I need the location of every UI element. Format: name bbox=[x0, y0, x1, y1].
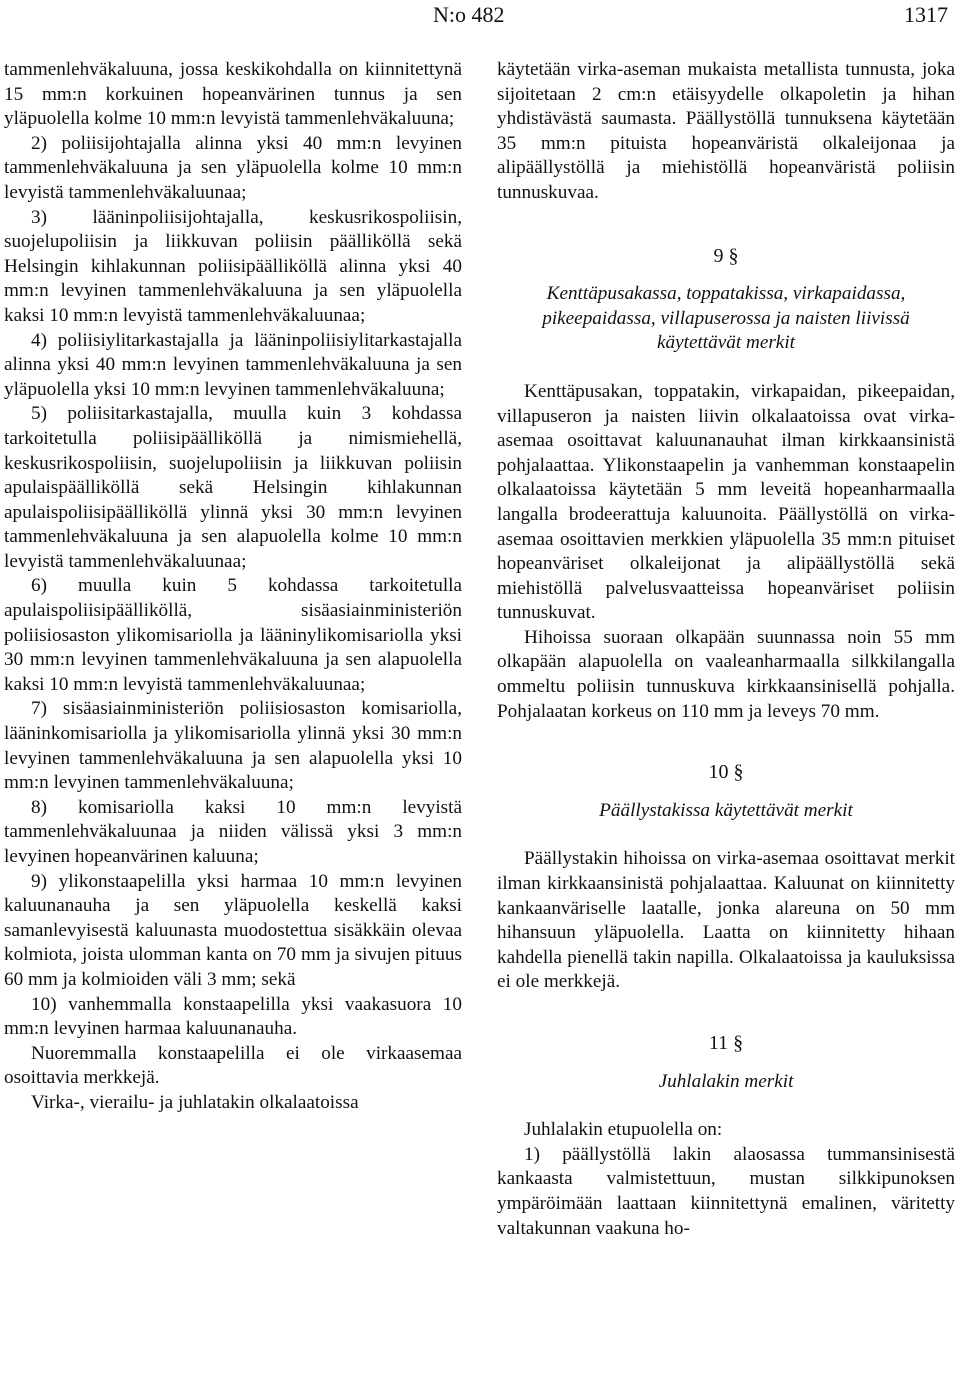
section-heading: 10 § bbox=[708, 761, 744, 784]
list-item: 9) ylikonstaapelilla yksi harmaa 10 mm:n levyinen kaluunanauha ja sen yläpuolella keskellä kaksi samanlevyisestä kaluunasta muodostettua sisäkkäin olevaa kolmiota, joista ulomman kanta on 70 mm ja sivujen pituus 60 mm ja kolmioiden väli 3 mm; sekä bbox=[4, 870, 462, 990]
section-title: Päällystakissa käytettävät merkit bbox=[599, 799, 853, 821]
list-item: 10) vanhemmalla konstaapelilla yksi vaakasuora 10 mm:n levyinen harmaa kaluunanauha. bbox=[4, 993, 462, 1040]
section-heading: 11 § bbox=[708, 1032, 744, 1054]
list-item: 3) lääninpoliisijohtajalla, keskusrikospoliisin, suojelupoliisin ja liikkuvan poliisin päälliköllä sekä Helsingin kihlakunnan poliisipäälliköllä alinna yksi 40 mm:n levyinen tammenlehväkaluuna ja sen yläpuolella kaksi 10 mm:n levyistä tammenlehväkaluunaa; bbox=[4, 206, 462, 326]
list-item: 2) poliisijohtajalla alinna yksi 40 mm:n levyinen tammenlehväkaluuna ja sen yläpuolella kolme 10 mm:n levyistä tammenlehväkaluunaa; bbox=[4, 132, 462, 203]
page-header bbox=[0, 2, 960, 30]
list-item: 8) komisariolla kaksi 10 mm:n levyistä tammenlehväkaluunaa ja niiden välissä yksi 3 mm:n levyinen hopeanvärinen kaluuna; bbox=[4, 796, 462, 867]
list-item: 4) poliisiylitarkastajalla ja lääninpoliisiylitarkastajalla alinna yksi 40 mm:n levyinen tammenlehväkaluuna ja sen yläpuolella yksi 10 mm:n levyinen tammenlehväkaluuna; bbox=[4, 329, 462, 400]
paragraph: Hihoissa suoraan olkapään suunnassa noin 55 mm olkapään alapuolella on vaaleanharmaalla silkkilangalla ommeltu poliisin tunnuskuva kirkkaansinisellä pohjalla. Pohjalaatan korkeus on 110 mm ja leveys 70 mm. bbox=[497, 626, 955, 722]
left-column bbox=[4, 58, 462, 1116]
paragraph: Kenttäpusakan, toppatakin, virkapaidan, pikeepaidan, villapuseron ja naisten liivin olkalaatoissa ovat virka-asemaa osoittavat kaluunanauhat ilman kirkkaansinistä pohjalaattaa. Ylikonstaapelin ja vanhemman konstaapelin olkalaatoissa käytetään 5 mm leveitä hopeanharmaalla langalla brodeerattuja kaluunoita. Päällystöllä on virka-asemaa osoittavien merkkien yläpuolella 35 mm:n pituiset hopeanväriset olkaleijonat ja alipäällystöllä sekä miehistöllä palvelusvaatteissa hopeanväriset poliisin tunnuskuvat. bbox=[497, 380, 955, 624]
section-heading: 9 § bbox=[713, 244, 739, 267]
section-title: Juhlalakin merkit bbox=[658, 1070, 794, 1092]
list-item: 6) muulla kuin 5 kohdassa tarkoitetulla apulaispoliisipäälliköllä, sisäasiainministeriön poliisiosaston ylikomisariolla ja lääninylikomisariolla yksi 30 mm:n levyinen tammenlehväkaluuna ja sen alapuolella kaksi 10 mm:n levyistä tammenlehväkaluunaa; bbox=[4, 575, 462, 695]
paragraph: Nuoremmalla konstaapelilla ei ole virkaasemaa osoittavia merkkejä. bbox=[4, 1042, 462, 1089]
list-item: 1) päällystöllä lakin alaosassa tummansinisestä kankaasta valmistettuun, mustan silkkipunoksen ympäröimään laattaan kiinnitettynä emalinen, väritetty valtakunnan vaakuna ho- bbox=[497, 1143, 955, 1239]
statute-number: N:o 482 bbox=[433, 2, 505, 27]
right-column bbox=[497, 58, 955, 1241]
list-item: 7) sisäasiainministeriön poliisiosaston komisariolla, lääninkomisariolla ja ylikomisariolla ylinnä yksi 30 mm:n levyinen tammenlehväkaluuna ja sen alapuolella yksi 10 mm:n levyinen tammenlehväkaluuna; bbox=[4, 698, 462, 794]
page-number: 1317 bbox=[904, 2, 948, 27]
list-item: 5) poliisitarkastajalla, muulla kuin 3 kohdassa tarkoitetulla poliisipäälliköllä ja nimismiehellä, keskusrikospoliisin, suojelupoliisin ja liikkuvan poliisin apulaispäälliköllä sekä Helsingin kihlakunnan apulaispoliisipäälliköllä ylinnä yksi 30 mm:n levyinen tammenlehväkaluuna ja sen alapuolella kolme 10 mm:n levyistä tammenlehväkaluunaa; bbox=[4, 403, 462, 572]
paragraph: Virka-, vierailu- ja juhlatakin olkalaatoissa bbox=[31, 1091, 359, 1113]
paragraph: tammenlehväkaluuna, jossa keskikohdalla on kiinnitettynä 15 mm:n korkuinen hopeanvärinen tunnus ja sen yläpuolella kolme 10 mm:n levyistä tammenlehväkaluuna; bbox=[4, 59, 462, 130]
paragraph: Juhlalakin etupuolella on: bbox=[524, 1119, 723, 1141]
paragraph: käytetään virka-aseman mukaista metallista tunnusta, joka sijoitetaan 2 cm:n etäisyydelle olkapoletin ja hihan yhdistävästä saumasta. Päällystöllä tunnuksena käytetään 35 mm:n pituista hopeanväristä olkaleijonaa ja alipäällystöllä ja miehistöllä hopeanväristä poliisin tunnuskuvaa. bbox=[497, 59, 955, 203]
paragraph: Päällystakin hihoissa on virka-asemaa osoittavat merkit ilman kirkkaansinistä pohjalaattaa. Kaluunat on kiinnitetty kankaanväriselle laatalle, jonka alareuna on 50 mm hihansuun yläpuolella. Laatta on kiinnitetty hihaan kahdella pienellä takin napilla. Olkalaatoissa ja kauluksissa ei ole merkkejä. bbox=[497, 848, 955, 993]
section-title: Kenttäpusakassa, toppatakissa, virkapaidassa, pikeepaidassa, villapuserossa ja naisten liivissä käytettävät merkit bbox=[542, 283, 910, 354]
